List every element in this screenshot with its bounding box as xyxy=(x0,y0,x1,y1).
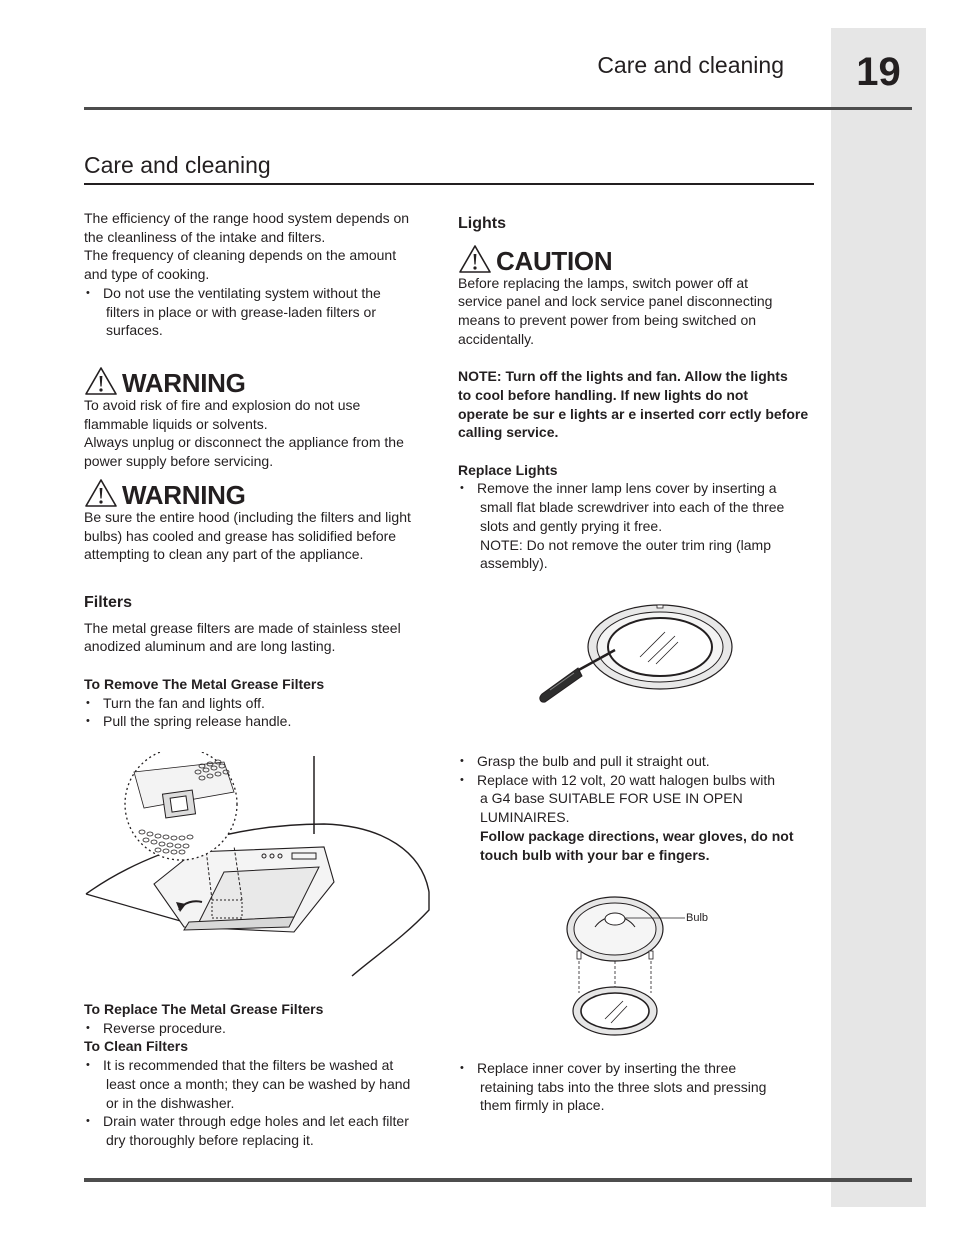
replace-lights-heading: Replace Lights xyxy=(458,461,558,478)
note-line: operate be sur e lights ar e inserted corr ectly before xyxy=(458,405,809,422)
warning-line: Always unplug or disconnect the appliance from the xyxy=(84,434,404,451)
page-number: 19 xyxy=(856,50,901,94)
bullet-line: • It is recommended that the filters be washed at xyxy=(103,1057,394,1074)
running-header-title: Care and cleaning xyxy=(597,52,784,78)
range-hood-filter-illustration xyxy=(84,752,434,977)
warning-line: flammable liquids or solvents. xyxy=(84,415,268,432)
replace-clean-block xyxy=(84,1000,434,1150)
note-line: NOTE: Turn off the lights and fan. Allow the lights xyxy=(458,368,788,385)
bullet-line: surfaces. xyxy=(106,322,163,339)
warning-block-1 xyxy=(84,366,434,471)
bullet-line: or in the dishwasher. xyxy=(106,1094,235,1111)
filters-line: The metal grease filters are made of stainless steel xyxy=(84,619,401,636)
caution-line: means to prevent power from being switched on xyxy=(458,312,757,329)
lights-heading: Lights xyxy=(458,215,506,232)
bullet-line: • Replace inner cover by inserting the three xyxy=(477,1060,737,1076)
warning-header xyxy=(84,366,434,396)
bullet-line: Follow package directions, wear gloves, do not xyxy=(480,827,794,844)
warning-header xyxy=(84,478,434,508)
bullet-line: • Turn the fan and lights off. xyxy=(103,694,265,711)
warning-line: To avoid risk of fire and explosion do not use xyxy=(84,397,361,413)
bulb-bullet xyxy=(458,752,818,771)
bullet-line: • Grasp the bulb and pull it straight out. xyxy=(477,753,710,769)
cover-bullet xyxy=(458,1059,818,1115)
bulb-block xyxy=(458,752,818,864)
warning-line: bulbs) has cooled and grease has solidified before xyxy=(84,527,397,544)
bullet-line: small flat blade screwdriver into each of the three xyxy=(480,499,785,516)
caution-triangle-icon xyxy=(458,244,492,274)
replace-bullet xyxy=(84,1019,434,1038)
bulb-callout-label: Bulb xyxy=(686,912,709,924)
filters-line: anodized aluminum and are long lasting. xyxy=(84,638,336,655)
intro-line: the cleanliness of the intake and filters. xyxy=(84,228,326,245)
intro-bullet xyxy=(84,284,434,340)
caution-line: Before replacing the lamps, switch power off at xyxy=(458,274,749,291)
header-rule xyxy=(84,107,912,110)
clean-bullet xyxy=(84,1112,434,1149)
section-rule xyxy=(84,183,814,185)
bullet-line: slots and gently prying it free. xyxy=(480,517,663,534)
page-side-tab xyxy=(831,28,926,1207)
footer-rule xyxy=(84,1178,912,1182)
bulb-illustration xyxy=(565,893,690,1038)
bullet-line: filters in place or with grease-laden filters or xyxy=(106,303,377,320)
remove-filters-heading: To Remove The Metal Grease Filters xyxy=(84,675,325,692)
intro-line: and type of cooking. xyxy=(84,266,210,283)
bullet-line: least once a month; they can be washed by hand xyxy=(106,1075,411,1092)
warning-line: power supply before servicing. xyxy=(84,453,274,470)
cover-block xyxy=(458,1059,818,1115)
bullet-line: touch bulb with your bar e fingers. xyxy=(480,846,710,863)
caution-header xyxy=(458,244,818,274)
bulb-bullet xyxy=(458,771,818,865)
filters-heading: Filters xyxy=(84,594,133,611)
clean-bullet xyxy=(84,1056,434,1112)
warning-block-2 xyxy=(84,478,434,564)
note-line: calling service. xyxy=(458,424,559,441)
replace-filters-heading: To Replace The Metal Grease Filters xyxy=(84,1001,324,1017)
warning-triangle-icon xyxy=(84,478,118,508)
caution-line: service panel and lock service panel disconnecting xyxy=(458,293,773,310)
remove-bullet xyxy=(84,694,434,713)
filters-block xyxy=(84,594,434,731)
caution-label: CAUTION xyxy=(496,245,613,276)
warning-label: WARNING xyxy=(122,368,246,398)
bullet-line: NOTE: Do not remove the outer trim ring (lamp xyxy=(480,536,771,553)
warning-line: attempting to clean any part of the appliance. xyxy=(84,546,364,563)
intro-line: The efficiency of the range hood system depends on xyxy=(84,210,410,226)
bullet-line: a G4 base SUITABLE FOR USE IN OPEN xyxy=(480,790,743,807)
bullet-line: • Drain water through edge holes and let each filter xyxy=(103,1113,409,1130)
bullet-line: • Remove the inner lamp lens cover by inserting a xyxy=(477,480,777,497)
lamp-lens-screwdriver-illustration xyxy=(530,602,760,712)
warning-line: Be sure the entire hood (including the filters and light xyxy=(84,509,411,525)
warning-triangle-icon xyxy=(84,366,118,396)
bullet-line: • Do not use the ventilating system without the xyxy=(103,284,381,301)
clean-filters-heading: To Clean Filters xyxy=(84,1038,188,1055)
bullet-line: LUMINAIRES. xyxy=(480,809,570,826)
lights-block xyxy=(458,215,818,573)
bullet-line: them firmly in place. xyxy=(480,1097,605,1114)
caution-line: accidentally. xyxy=(458,330,535,347)
bullet-line: assembly). xyxy=(480,555,548,572)
intro-block xyxy=(84,209,434,340)
section-title: Care and cleaning xyxy=(84,152,271,178)
bullet-line: • Reverse procedure. xyxy=(103,1019,226,1036)
replace-lights-bullet xyxy=(458,479,818,573)
note-line: to cool before handling. If new lights do not xyxy=(458,386,749,403)
warning-label: WARNING xyxy=(122,480,246,510)
remove-bullet xyxy=(84,712,434,731)
bullet-line: • Pull the spring release handle. xyxy=(103,713,292,730)
bullet-line: retaining tabs into the three slots and pressing xyxy=(480,1078,767,1095)
bullet-line: dry thoroughly before replacing it. xyxy=(106,1131,314,1148)
bullet-line: • Replace with 12 volt, 20 watt halogen bulbs with xyxy=(477,771,776,788)
intro-line: The frequency of cleaning depends on the amount xyxy=(84,247,397,264)
